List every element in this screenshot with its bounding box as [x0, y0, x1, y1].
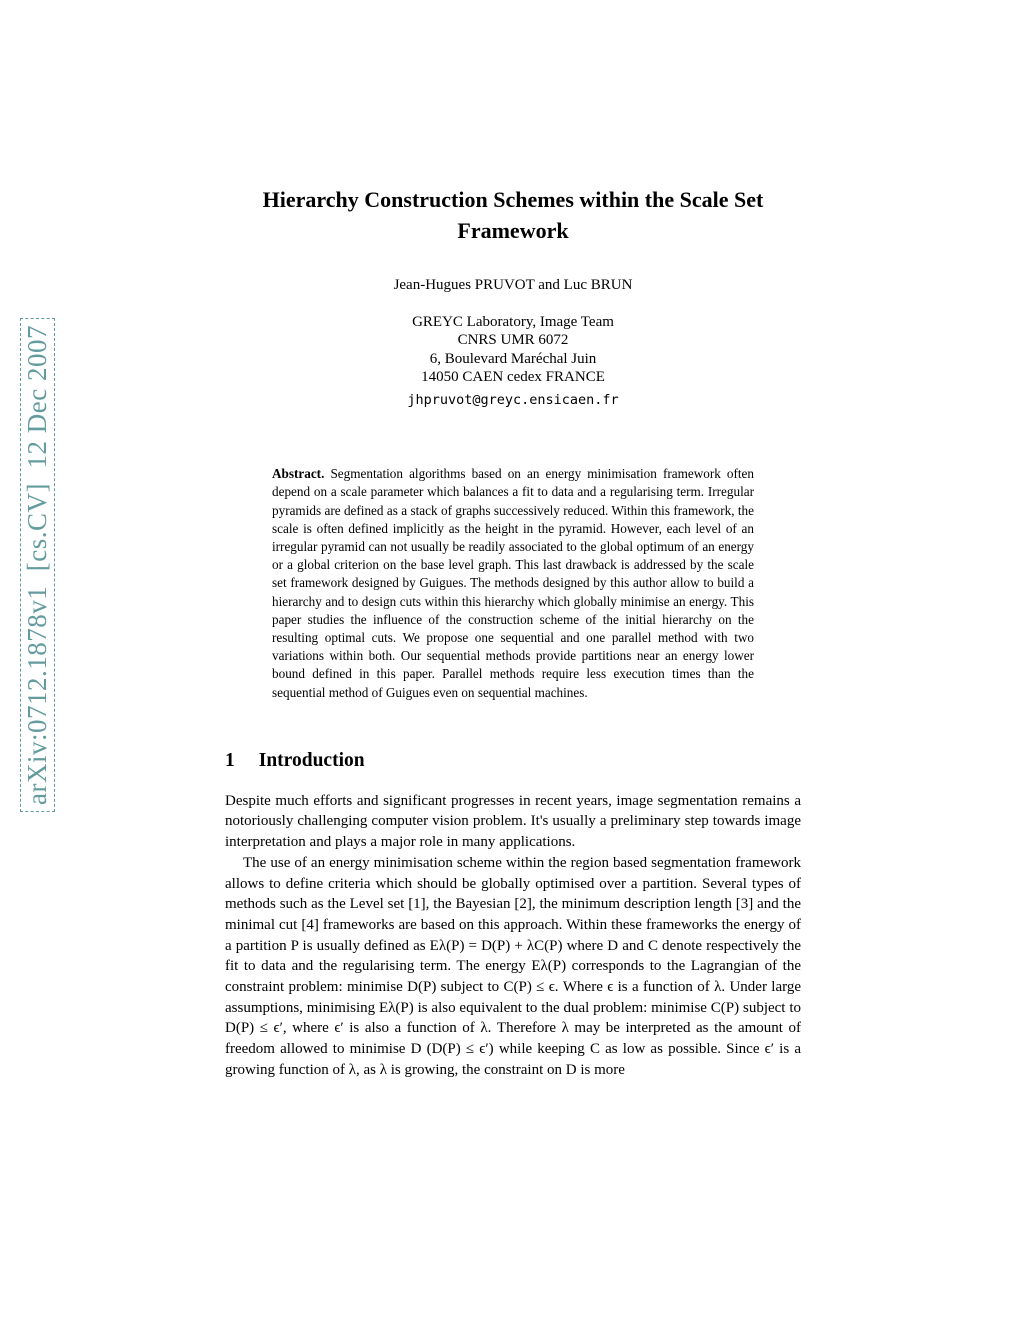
section-title: Introduction	[258, 749, 365, 771]
intro-paragraph-1: Despite much efforts and significant progresses in recent years, image segmentation remains a notoriously challenging computer vision problem. It's usually a preliminary step towards image interpretation and plays a major role in many applications.	[225, 792, 801, 851]
abstract-block	[272, 465, 754, 702]
section-number: 1	[225, 749, 235, 771]
affiliation-line: 6, Boulevard Maréchal Juin	[429, 350, 597, 367]
affiliation-line: CNRS UMR 6072	[457, 332, 569, 349]
author-email: jhpruvot@greyc.ensicaen.fr	[407, 391, 619, 408]
arxiv-stamp: arXiv:0712.1878v1 [cs.CV] 12 Dec 2007	[20, 318, 55, 812]
intro-paragraph-2: The use of an energy minimisation scheme within the region based segmentation framework allows to define criteria which should be globally optimised over a partition. Several types of methods such as the Level set [1], the Bayesian [2], the minimum description length [3] and the minimal cut [4] frameworks are based on this approach. Within these frameworks the energy of a partition P is usually defined as Eλ(P) = D(P) + λC(P) where D and C denote respectively the fit to data and the regularising term. The energy Eλ(P) corresponds to the Lagrangian of the constraint problem: minimise D(P) subject to C(P) ≤ ϵ. Where ϵ is a function of λ. Under large assumptions, minimising Eλ(P) is also equivalent to the dual problem: minimise C(P) subject to D(P) ≤ ϵ′, where ϵ′ is also a function of λ. Therefore λ may be interpreted as the amount of freedom allowed to minimise D (D(P) ≤ ϵ′) while keeping C as low as possible. Since ϵ′ is a growing function of λ, as λ is growing, the constraint on D is more	[225, 854, 801, 1078]
paper-content	[225, 0, 801, 1081]
abstract-text: Segmentation algorithms based on an energy minimisation framework often depend on a scale parameter which balances a fit to data and a regularising term. Irregular pyramids are defined as a stack of graphs successively reduced. Within this framework, the scale is often defined implicitly as the height in the pyramid. However, each level of an irregular pyramid can not usually be readily associated to the global optimum of an energy or a global criterion on the base level graph. This last drawback is addressed by the scale set framework designed by Guigues. The methods designed by this author allow to build a hierarchy and to design cuts within this hierarchy which globally minimise an energy. This paper studies the influence of the construction scheme of the initial hierarchy on the resulting optimal cuts. We propose one sequential and one parallel method with two variations within both. Our sequential methods provide partitions near an energy lower bound defined in this paper. Parallel methods require less execution times than the sequential method of Guigues even on sequential machines.	[272, 466, 754, 700]
affiliation-block	[225, 313, 801, 410]
affiliation-line: 14050 CAEN cedex FRANCE	[421, 369, 605, 386]
affiliation-line: GREYC Laboratory, Image Team	[412, 313, 614, 330]
section-heading-introduction	[225, 750, 801, 772]
authors-line: Jean-Hugues PRUVOT and Luc BRUN	[393, 276, 633, 293]
paper-title: Hierarchy Construction Schemes within the Scale Set Framework	[262, 187, 764, 243]
abstract-label: Abstract.	[272, 466, 325, 482]
